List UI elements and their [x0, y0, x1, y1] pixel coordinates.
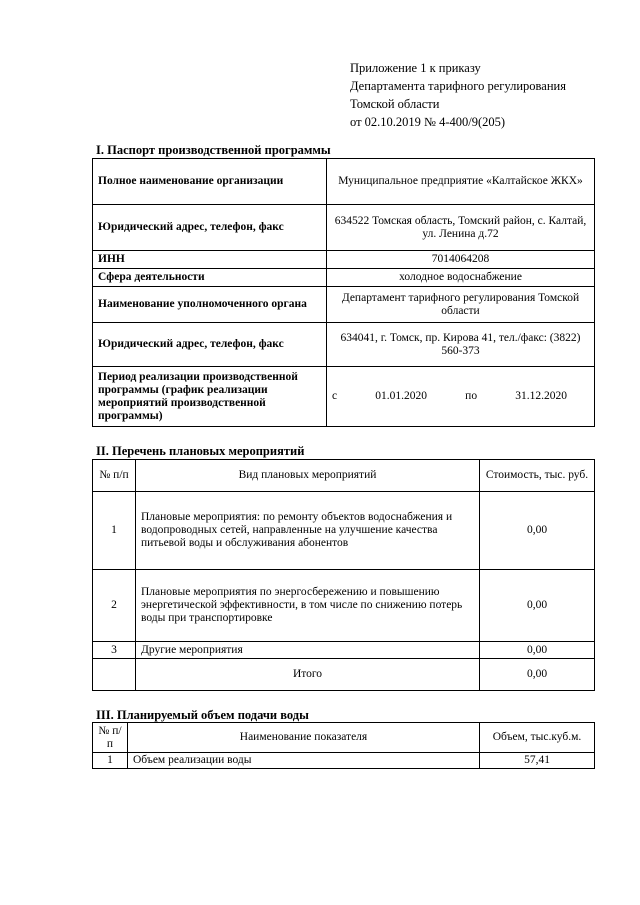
order-date-number: от 02.10.2019 № 4-400/9(205) — [350, 115, 506, 129]
period-from-word: с — [332, 390, 338, 402]
period-end-date: 31.12.2020 — [515, 390, 567, 402]
section2-title: II. Перечень плановых мероприятий — [96, 444, 305, 458]
table-row — [93, 570, 595, 642]
col-header-name: Наименование показателя — [128, 723, 480, 753]
row-value: 634522 Томская область, Томский район, с. Калтай, ул. Ленина д.72 — [327, 205, 595, 251]
row-label: Полное наименование организации — [93, 159, 327, 205]
table-row — [93, 753, 595, 769]
col-header-name: Вид плановых мероприятий — [136, 460, 480, 492]
row-value: 7014064208 — [327, 251, 595, 269]
measures-table — [92, 459, 595, 691]
row-value: Муниципальное предприятие «Калтайское ЖКХ» — [327, 159, 595, 205]
appendix-line: Приложение 1 к приказу — [350, 61, 481, 75]
row-name: Плановые мероприятия: по ремонту объектов водоснабжения и водопроводных сетей, направленные на улучшение качества питьевой воды и обслуживания абонентов — [136, 492, 480, 570]
row-label: Сфера деятельности — [93, 269, 327, 287]
period-label: Период реализации производственной программы (график реализации мероприятий производственной программы) — [93, 367, 327, 427]
row-num: 1 — [93, 492, 136, 570]
table-row — [93, 159, 595, 205]
row-num: 2 — [93, 570, 136, 642]
row-label: Юридический адрес, телефон, факс — [93, 205, 327, 251]
volume-table — [92, 722, 595, 769]
period-value — [327, 367, 595, 427]
table-header-row — [93, 723, 595, 753]
col-header-volume: Объем, тыс.куб.м. — [480, 723, 595, 753]
col-header-num: № п/п — [93, 460, 136, 492]
table-row — [93, 287, 595, 323]
appendix-line: Департамента тарифного регулирования — [350, 79, 566, 93]
table-row — [93, 205, 595, 251]
row-num: 1 — [93, 753, 128, 769]
row-label: Юридический адрес, телефон, факс — [93, 323, 327, 367]
row-cost: 0,00 — [480, 642, 595, 659]
row-value: Департамент тарифного регулирования Томской области — [327, 287, 595, 323]
row-label: ИНН — [93, 251, 327, 269]
total-cost: 0,00 — [480, 659, 595, 691]
period-to-word: по — [465, 390, 478, 402]
total-row — [93, 659, 595, 691]
table-row — [93, 367, 595, 427]
table-header-row — [93, 460, 595, 492]
row-value: 634041, г. Томск, пр. Кирова 41, тел./факс: (3822) 560-373 — [327, 323, 595, 367]
appendix-line: Томской области — [350, 97, 440, 111]
table-row — [93, 642, 595, 659]
period-start-date: 01.01.2020 — [375, 390, 428, 402]
section1-title: I. Паспорт производственной программы — [96, 143, 331, 157]
total-label: Итого — [136, 659, 480, 691]
table-row — [93, 323, 595, 367]
row-name: Другие мероприятия — [136, 642, 480, 659]
col-header-num: № п/п — [93, 723, 128, 753]
row-num: 3 — [93, 642, 136, 659]
row-name: Объем реализации воды — [128, 753, 480, 769]
row-cost: 0,00 — [480, 570, 595, 642]
row-name: Плановые мероприятия по энергосбережению и повышению энергетической эффективности, в том числе по снижению потерь воды при транспортировке — [136, 570, 480, 642]
passport-table — [92, 158, 595, 427]
row-label: Наименование уполномоченного органа — [93, 287, 327, 323]
row-cost: 0,00 — [480, 492, 595, 570]
row-value: холодное водоснабжение — [327, 269, 595, 287]
col-header-cost: Стоимость, тыс. руб. — [480, 460, 595, 492]
appendix-header — [350, 59, 620, 131]
section3-title: III. Планируемый объем подачи воды — [96, 708, 309, 722]
table-row — [93, 269, 595, 287]
row-volume: 57,41 — [480, 753, 595, 769]
table-row — [93, 492, 595, 570]
table-row — [93, 251, 595, 269]
